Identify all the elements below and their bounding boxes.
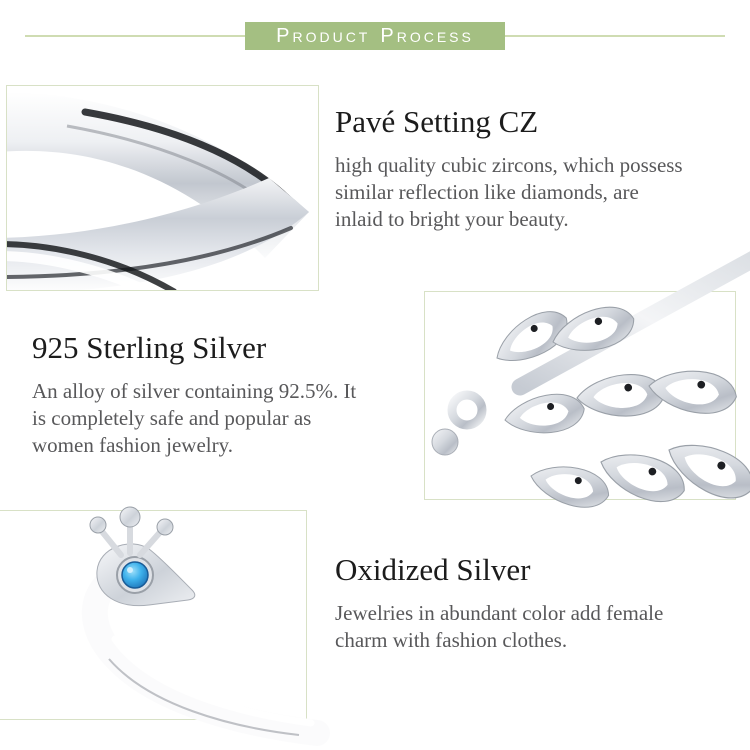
ring-band-photo-clip (7, 86, 318, 290)
header-rule-left (25, 35, 245, 37)
ring-band-photo (6, 85, 319, 291)
body-line: inlaid to bright your beauty. (335, 207, 569, 231)
section-925-sterling-silver (32, 330, 412, 459)
section-heading: 925 Sterling Silver (32, 330, 267, 365)
peacock-head-art (0, 511, 306, 719)
badge-word-2: Process (380, 24, 474, 47)
body-line: Jewelries in abundant color add female (335, 601, 664, 625)
ring-band-art (7, 86, 318, 290)
badge-word-1: Product (276, 24, 371, 47)
section-body (32, 378, 412, 459)
section-pave-setting-cz (335, 104, 745, 233)
body-line: similar reflection like diamonds, are (335, 180, 639, 204)
peacock-tail-art (425, 292, 735, 499)
header (0, 22, 750, 50)
section-body (335, 152, 745, 233)
body-line: high quality cubic zircons, which possess (335, 153, 683, 177)
body-line: women fashion jewelry. (32, 433, 233, 457)
section-heading: Oxidized Silver (335, 552, 531, 587)
peacock-head-photo (0, 510, 307, 720)
header-rule-right (505, 35, 725, 37)
peacock-tail-photo (424, 291, 736, 500)
section-oxidized-silver (335, 552, 745, 654)
section-body (335, 600, 745, 654)
body-line: An alloy of silver containing 92.5%. It (32, 379, 357, 403)
body-line: charm with fashion clothes. (335, 628, 568, 652)
body-line: is completely safe and popular as (32, 406, 312, 430)
product-process-badge (245, 22, 505, 50)
section-heading: Pavé Setting CZ (335, 104, 539, 139)
